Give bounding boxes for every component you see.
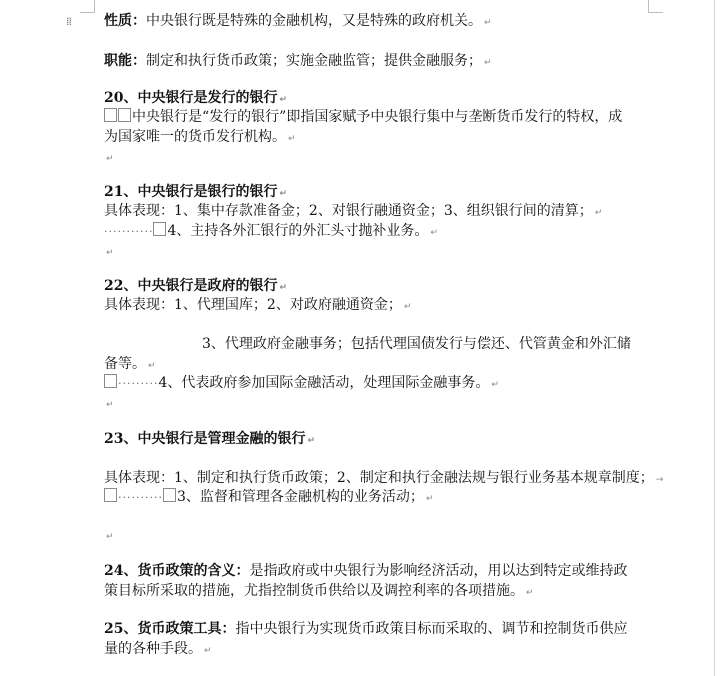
paragraph-mark: ↵ xyxy=(430,228,438,238)
placeholder-box xyxy=(153,222,166,236)
page-edge xyxy=(714,0,715,676)
section-25-line2: 量的各种手段。 ↵ xyxy=(104,641,212,657)
placeholder-box xyxy=(104,374,117,388)
space-dots: ········· xyxy=(118,377,159,390)
paragraph-mark: ↵ xyxy=(279,95,288,105)
paragraph-mark: ↵ xyxy=(425,494,434,504)
section-24-line2: 策目标所采取的措施，尤指控制货币供给以及调控利率的各项措施。 ↵ xyxy=(104,583,534,599)
paragraph-mark: ↵ xyxy=(491,380,499,390)
margin-corner-mark xyxy=(648,0,663,13)
section-25-label: 25、货币政策工具： xyxy=(104,621,236,637)
duty-label: 职能： xyxy=(104,53,146,69)
section-23-heading: 23、中央银行是管理金融的银行 ↵ xyxy=(104,431,316,447)
nature-text: 中央银行既是特殊的金融机构，又是特殊的政府机关。 xyxy=(146,13,482,29)
duty-line xyxy=(104,51,492,73)
empty-paragraph xyxy=(104,147,114,169)
section-21-body-line1: 具体表现：1、集中存款准备金；2、对银行融通资金；3、组织银行间的清算； ↵ xyxy=(104,203,603,219)
paragraph-mark: ↵ xyxy=(204,646,212,656)
paragraph-mark: ↵ xyxy=(526,588,534,598)
placeholder-box xyxy=(104,488,117,502)
section-22-body-line2: 3、代理政府金融事务；包括代理国债发行与偿还、代管黄金和外汇储 xyxy=(202,336,631,352)
paragraph-mark: ↵ xyxy=(307,436,316,446)
nature-line xyxy=(104,11,492,33)
duty-text: 制定和执行货币政策；实施金融监管；提供金融服务； xyxy=(146,53,482,69)
section-22-body-line3: 备等。 ↵ xyxy=(104,356,156,372)
empty-paragraph xyxy=(104,241,114,263)
placeholder-box xyxy=(118,108,131,122)
section-21-heading: 21、中央银行是银行的银行 ↵ xyxy=(104,184,288,200)
section-20-body-line2: 为国家唯一的货币发行机构。 ↵ xyxy=(104,129,296,145)
section-22-body-line4: ·········4、代表政府参加国际金融活动，处理国际金融事务。 ↵ xyxy=(104,373,499,395)
paragraph-mark: ↵ xyxy=(148,361,156,371)
space-dots: ·········· xyxy=(118,491,163,504)
section-22-body-line1: 具体表现：1、代理国库；2、对政府融通资金； ↵ xyxy=(104,297,412,313)
paragraph-mark: ↵ xyxy=(106,400,114,410)
paragraph-mark: ↵ xyxy=(484,18,492,28)
paragraph-mark: ↵ xyxy=(403,302,412,312)
placeholder-box xyxy=(163,488,176,502)
section-23-body-line2: ·········· 3、监督和管理各金融机构的业务活动； ↵ xyxy=(104,487,433,509)
section-22-heading: 22、中央银行是政府的银行 ↵ xyxy=(104,278,288,294)
section-24-line1: 24、货币政策的含义：是指政府或中央银行为影响经济活动，用以达到特定或维持政 xyxy=(104,563,628,579)
placeholder-box xyxy=(104,108,117,122)
empty-paragraph xyxy=(104,525,114,547)
paragraph-mark: ↵ xyxy=(279,189,288,199)
empty-paragraph xyxy=(104,393,114,415)
paragraph-mark: ↵ xyxy=(106,154,114,164)
section-21-body-line2: ··········· 4、主持各外汇银行的外汇头寸抛补业务。 ↵ xyxy=(104,223,438,239)
section-20-body-line1: 中央银行是“发行的银行”即指国家赋予中央银行集中与垄断货币发行的特权，成 xyxy=(104,107,622,127)
tab-mark: → xyxy=(655,475,664,485)
paragraph-mark: ↵ xyxy=(279,283,288,293)
paragraph-mark: ↵ xyxy=(288,134,296,144)
move-handle-icon[interactable]: ⁞⁞ xyxy=(66,15,71,28)
paragraph-mark: ↵ xyxy=(106,248,114,258)
section-23-body-line1: 具体表现：1、制定和执行货币政策；2、制定和执行金融法规与银行业务基本规章制度； → xyxy=(104,470,664,486)
margin-corner-mark xyxy=(80,0,95,13)
paragraph-mark: ↵ xyxy=(484,58,492,68)
paragraph-mark: ↵ xyxy=(594,208,603,218)
nature-label: 性质： xyxy=(104,13,146,29)
section-20-heading: 20、中央银行是发行的银行 ↵ xyxy=(104,90,288,106)
paragraph-mark: ↵ xyxy=(106,532,114,542)
space-dots: ··········· xyxy=(104,225,154,238)
section-25-line1: 25、货币政策工具：指中央银行为实现货币政策目标而采取的、调节和控制货币供应 xyxy=(104,621,628,637)
section-24-label: 24、货币政策的含义： xyxy=(104,563,250,579)
